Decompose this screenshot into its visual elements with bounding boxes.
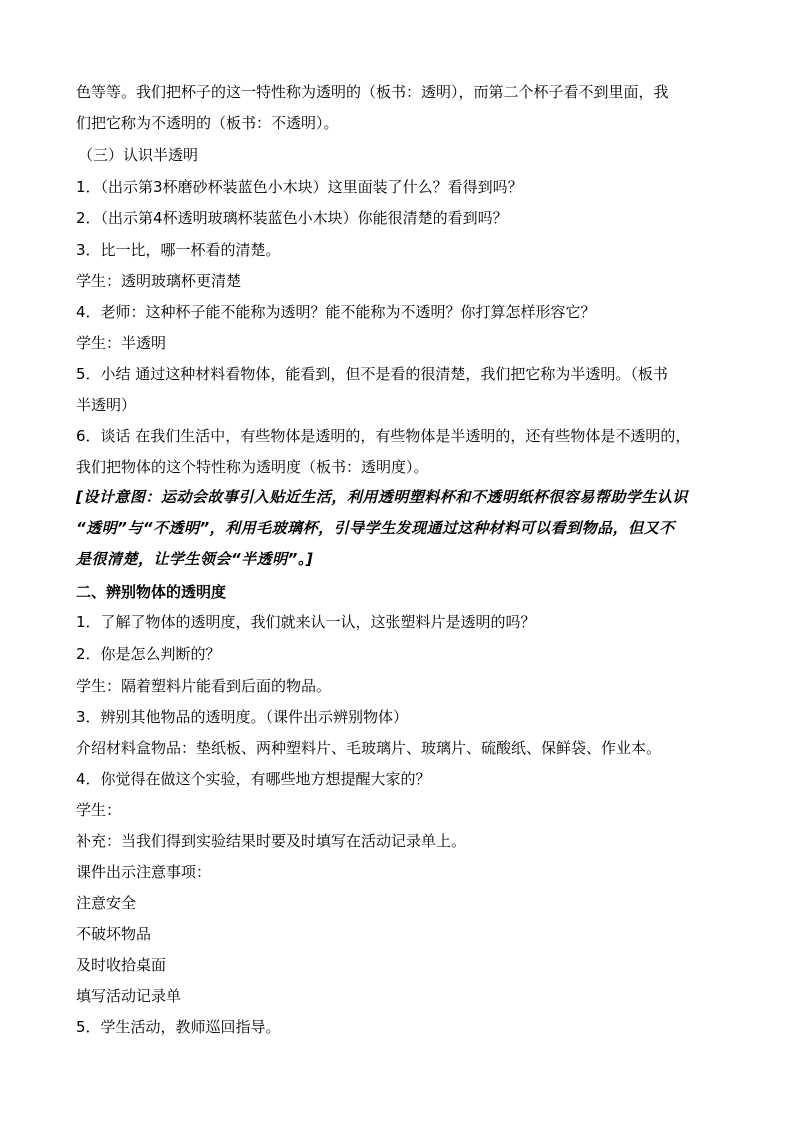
section-heading: 二、辨别物体的透明度 (76, 583, 227, 601)
text-line: 4．老师：这种杯子能不能称为透明？能不能称为不透明？你打算怎样形容它？ (76, 303, 596, 321)
text-line: 半透明） (76, 396, 137, 414)
text-line: 3．辨别其他物品的透明度。（课件出示辨别物体） (76, 708, 409, 726)
text-line: 4．你觉得在做这个实验，有哪些地方想提醒大家的？ (76, 770, 431, 788)
text-line: 6．谈话 在我们生活中，有些物体是透明的，有些物体是半透明的，还有些物体是不透明的， (76, 427, 691, 445)
text-line: 2．（出示第4杯透明玻璃杯装蓝色小木块）你能很清楚的看到吗？ (76, 209, 508, 227)
text-line: 色等等。我们把杯子的这一特性称为透明的（板书：透明），而第二个杯子看不到里面，我 (76, 83, 669, 101)
text-line: 5．小结 通过这种材料看物体，能看到，但不是看的很清楚，我们把它称为半透明。（板书 (76, 365, 668, 383)
text-line: 1．了解了物体的透明度，我们就来认一认，这张塑料片是透明的吗？ (76, 613, 536, 631)
text-line: 学生：隔着塑料片能看到后面的物品。 (76, 677, 332, 695)
text-line: 我们把物体的这个特性称为透明度（板书：透明度）。 (76, 458, 429, 476)
section-heading: （三）认识半透明 (78, 146, 199, 164)
text-line: 们把它称为不透明的（板书：不透明）。 (76, 114, 339, 132)
text-line: 课件出示注意事项： (76, 863, 212, 881)
text-line: 3．比一比，哪一杯看的清楚。 (76, 241, 281, 259)
text-line: 学生：透明玻璃杯更清楚 (76, 272, 242, 290)
text-line: 学生： (76, 801, 122, 819)
text-line: 1．（出示第3杯磨砂杯装蓝色小木块）这里面装了什么？看得到吗？ (76, 178, 523, 196)
text-line: 5．学生活动，教师巡回指导。 (76, 1018, 281, 1036)
text-line: 及时收拾桌面 (76, 956, 167, 974)
text-line: 填写活动记录单 (76, 987, 182, 1005)
text-line: 介绍材料盒物品：垫纸板、两种塑料片、毛玻璃片、玻璃片、硫酸纸、保鲜袋、作业本。 (76, 739, 662, 757)
design-intent-line: [设计意图：运动会故事引入贴近生活，利用透明塑料杯和不透明纸杯很容易帮助学生认识 (76, 488, 688, 506)
text-line: 注意安全 (76, 894, 137, 912)
design-intent-line: “透明”与“不透明”，利用毛玻璃杯，引导学生发现通过这种材料可以看到物品，但又不 (76, 519, 675, 537)
design-intent-line: 是很清楚，让学生领会“半透明”。] (76, 550, 314, 568)
text-line: 补充：当我们得到实验结果时要及时填写在活动记录单上。 (76, 832, 467, 850)
text-line: 2．你是怎么判断的？ (76, 645, 221, 663)
text-line: 不破坏物品 (76, 925, 152, 943)
text-line: 学生：半透明 (76, 334, 167, 352)
